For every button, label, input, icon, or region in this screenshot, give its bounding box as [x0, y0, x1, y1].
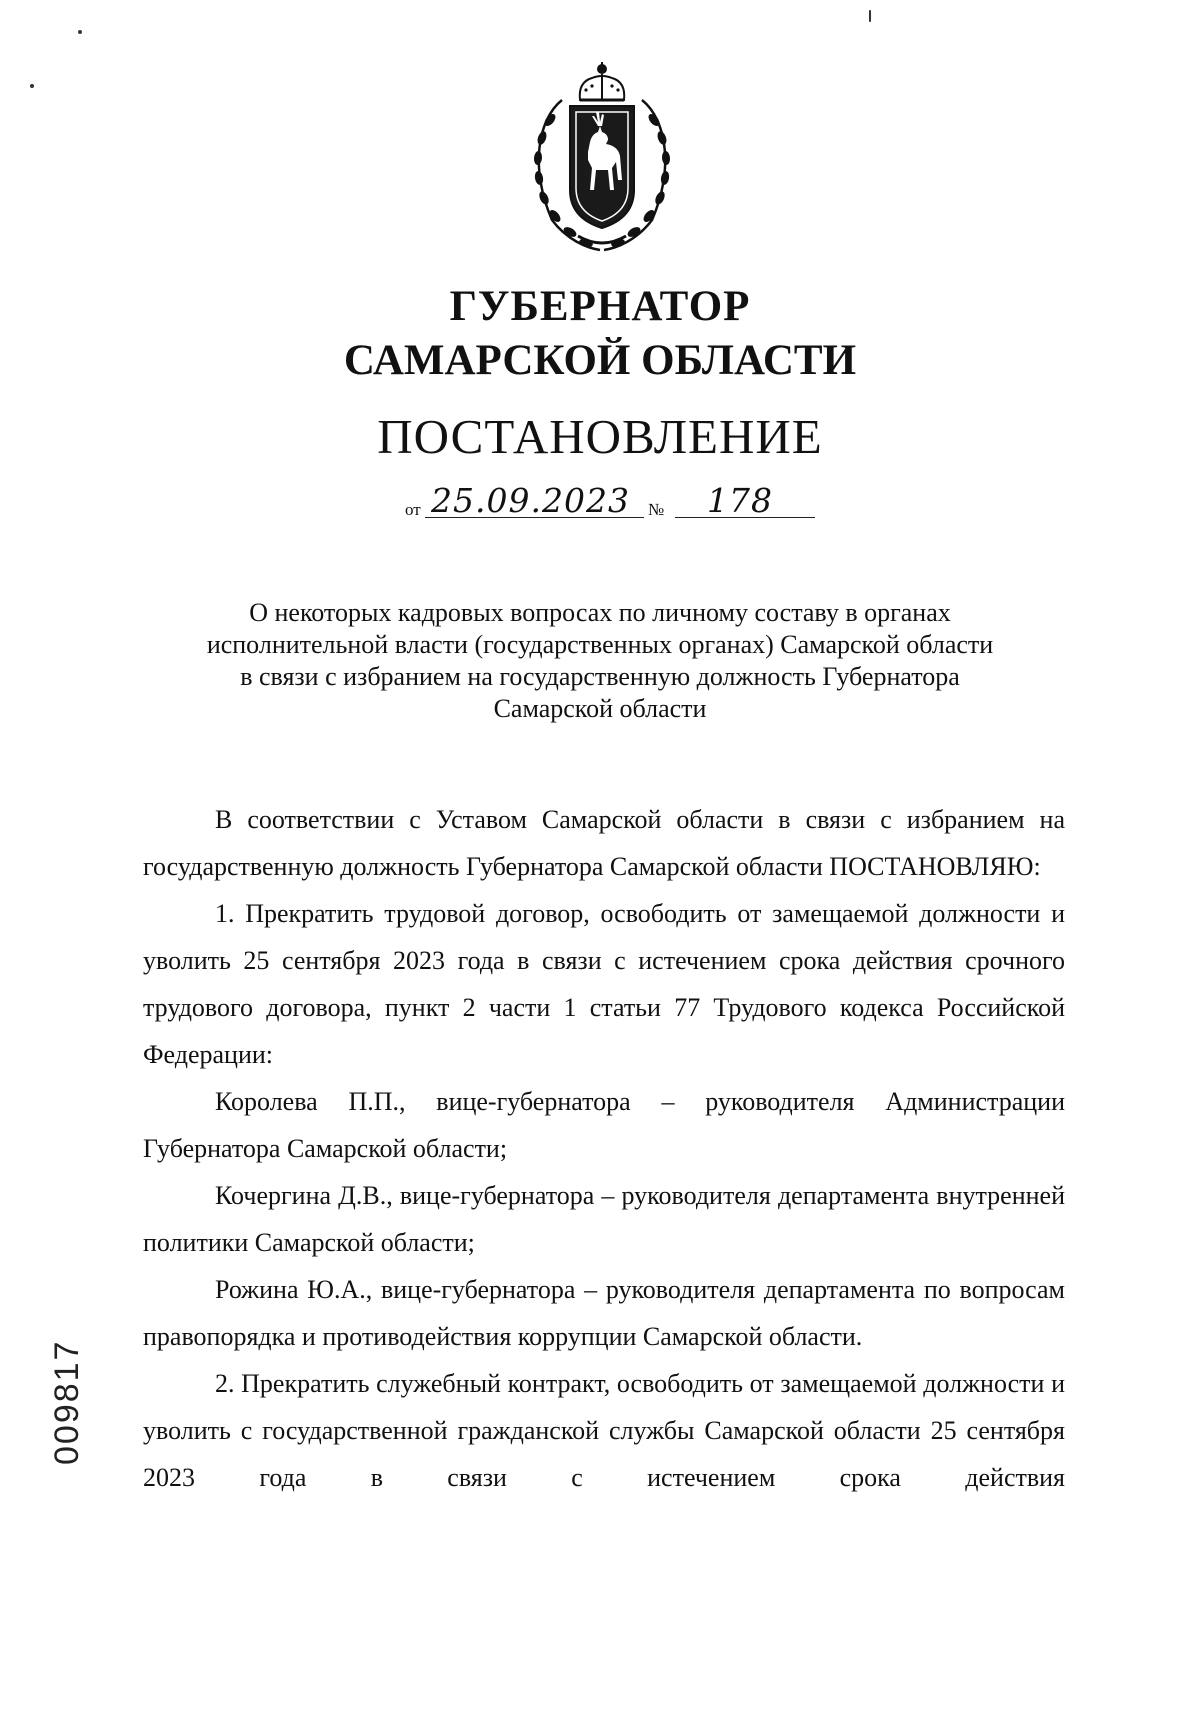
subject-line: в связи с избранием на государственную должность Губернатора	[240, 662, 960, 691]
item-2-paragraph: 2. Прекратить служебный контракт, освободить от замещаемой должности и уволить с государственной гражданской службы Самарской области 25 сентября 2023 года в связи с истечением срока действия	[143, 1369, 1065, 1492]
document-body	[143, 796, 1065, 1501]
subject-line: Самарской области	[493, 694, 707, 723]
document-type: ПОСТАНОВЛЕНИЕ	[377, 409, 823, 464]
person-1-paragraph: Королева П.П., вице-губернатора – руководителя Администрации Губернатора Самарской области;	[143, 1087, 1065, 1163]
date-number-row	[405, 481, 825, 526]
scan-speck	[30, 84, 34, 88]
person-2-paragraph: Кочергина Д.В., вице-губернатора – руководителя департамента внутренней политики Самарской области;	[143, 1181, 1065, 1257]
handwritten-number: 178	[707, 481, 773, 520]
item-1-paragraph: 1. Прекратить трудовой договор, освободить от замещаемой должности и уволить 25 сентября 2023 года в связи с истечением срока действия срочного трудового договора, пункт 2 части 1 статьи 77 Трудового кодекса Российской Федерации:	[143, 899, 1065, 1069]
from-label: от	[405, 500, 421, 519]
subject-line: О некоторых кадровых вопросах по личному составу в органах	[249, 598, 951, 627]
subject-line: исполнительной власти (государственных органах) Самарской области	[206, 630, 994, 659]
scan-speck	[869, 10, 871, 22]
person-3-paragraph: Рожина Ю.А., вице-губернатора – руководителя департамента по вопросам правопорядка и противодействия коррупции Самарской области.	[143, 1275, 1065, 1351]
number-label: №	[648, 500, 665, 519]
scan-speck	[78, 30, 82, 34]
side-serial-number: 009817	[48, 1339, 86, 1465]
authority-title-line2: САМАРСКОЙ ОБЛАСТИ	[343, 337, 857, 384]
handwritten-date: 25.09.2023	[431, 481, 630, 520]
document-subject	[150, 597, 1050, 725]
preamble-paragraph: В соответствии с Уставом Самарской области в связи с избранием на государственную должность Губернатора Самарской области ПОСТАНОВЛЯЮ:	[143, 805, 1065, 881]
authority-title-line1: ГУБЕРНАТОР	[449, 283, 751, 330]
samara-coat-of-arms-icon	[522, 60, 682, 256]
